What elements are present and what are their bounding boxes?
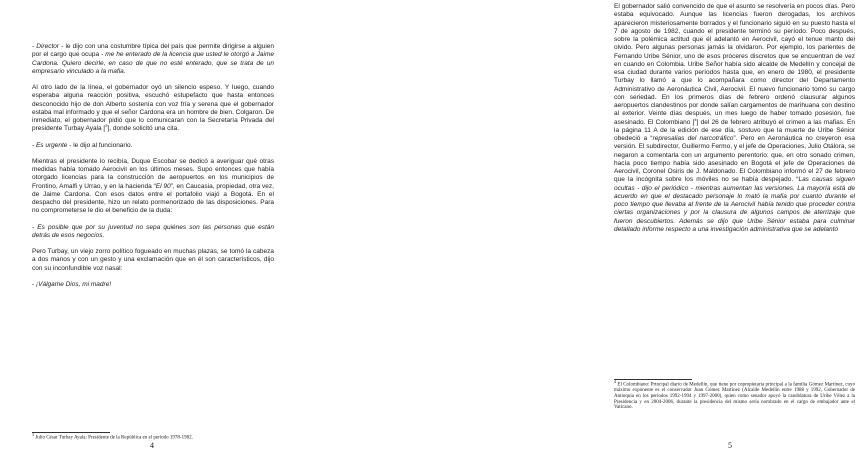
footnote-ref: 4 [694,116,697,122]
page-number-right: 5 [728,441,732,450]
right-footnote [614,379,855,411]
page-number-left: 4 [150,441,154,450]
paragraph [32,248,274,273]
text-run: Pero Turbay, un viejo zorro político fogueado en muchas plazas, se tomó la cabeza a dos manos y con un gesto y una exclamación que en él son característicos, dijo con su inconfundible voz nasal: [32,248,274,272]
paragraph [32,158,274,216]
text-run: le dijo con una costumbre típica del país que permite dirigirse a alguien por el cargo que ocupa - [32,43,275,59]
left-page [0,0,300,450]
footnote-text: El Colombiano: Principal diario de Medellín, que tiene por copropietaria principal a la familia Gómez Martínez, cuyo máximo exponente es el conservador Juan Gómez Martínez (Alcalde Medellín entre 1988 y 1992, Gobernador de Antioquia en los períodos 1992-1994 y 1997-2000), quien como senador apoyó la candidatura de Uribe Vélez a la Presidencia y en 2004-2006, durante la presidencia del mismo sería nombrado en el cargo de embajador ante el Vaticano. [614,382,855,411]
footnote-marker: 4 [614,379,616,384]
text-run: ] del 26 de febrero atribuyó el crimen a las mafias. En la página 11 A de la edición de ese día, sostuvo que la muerte de Uribe Sénior obedeció a “ [614,118,855,142]
text-run: El gobernador salió convencido de que el asunto se resolvería en pocos días. Pero estaba equivocado. Aunque las licencias fueron derogadas, los archivos aparecieron misteriosamente borrados y el funcionario siguió en su puesto hasta el 7 de agosto de 1982, cuando el presidente terminó su período. Poco después, sobre la polémica actitud que él adelantó en Aerocivil, cayó el tenue manto del olvido. Pero algunas personas jamás la olvidaron. Por ejemplo, los parientes de Fernando Uribe Sénior, uno de esos próceres discretos que se encuentran de vez en cuando en Colombia. Uribe Señor había sido alcalde de Medellín y concejal de esa ciudad durante varios períodos hasta que, en enero de 1980, el presidente Turbay lo llamó a que lo acompañara como director del Departamento Administrativo de Aeronáutica Civil, Aerocivil. El nuevo funcionario tomó su cargo con seriedad. En los primeros días de febrero ordenó clausurar algunos aeropuertos clandestinos por donde salían cargamentos de marihuana con destino al exterior. Veinte días después, un mes luego de haber tomado posesión, fue asesinado. El Colombiano [ [614,3,855,126]
text-run: ], donde solicitó una cita. [107,125,180,133]
text-run: Al otro lado de la línea, el gobernador oyó un silencio espeso. Y luego, cuando esperaba alguna reacción positiva, escuchó estupefacto que hasta entonces desconocido hijo de don Alberto sostenía con voz fría y serena que el gobernador estaba mal informado y que el señor Cardona era un hombre de bien. Colgaron. De inmediato, el gobernador pidió que lo comunicaran con la Secretaría Privada del presidente Turbay Ayala [ [32,84,274,133]
italic-text: ¡Válgame Dios, mi madre! [35,280,112,288]
footnote-ref: 3 [105,123,108,129]
italic-text: Las causas siguen ocultas - dijo el periódico - mientras aumentan las versiones. La mayoría está de acuerdo en que el destacado personaje lo mató la mafia por cuanto durante el poco tiempo que llevaba al frente de la Aerocivil había tenido que proceder contra ciertas organizaciones y por la clausura de algunos campos de aterrizaje que fueron descubiertos. Además se dijo que Uribe Sénior estaba para culminar detallado informe respecto a una investigación administrativa que se adelantó [614,176,855,233]
italic-text: me he enterado de la licencia que usted le otorgó a Jaime Cardona. Quiero decirle, en caso de que no esté enterado, que se trata de un empresario vinculado a la mafia. [32,51,274,75]
paragraph [32,43,274,76]
left-body-text [32,43,274,289]
italic-text: represalias del narcotráfico [652,135,734,142]
right-footnote-rule [614,379,692,380]
footnote-text: Julio César Turbay Ayala: Presidente de la República en el período 1978-1982. [35,435,193,441]
text-run: - [32,280,36,288]
text-run: ”. Pero en Aeronáutica no creyeron esa versión. El subdirector, Guillermo Fermo, y el jefe de Operaciones, Julio Otálora, se negaron a comentarla con un argumento perentorio: que, en otro sonado crimen, hacía poco tiempo había sido asesinado en Bogotá el jefe de Operaciones de Aerocivil, Coronel Osiris de J. Maldonado. El Colombiano informó el 27 de febrero que la incógnita sobre los móviles no se había despejado. “ [614,135,855,184]
text-run: Mientras el presidente lo recibía, Duque Escobar se dedicó a averiguar qué otras medidas había tomado Aerocivil en los últimos meses. Supo entonces que había otorgado licencias para la construcción de aeropuertos en los municipios de Frontino, Amalfi y Urrao, y en la hacienda “ [32,157,274,190]
paragraph [32,84,274,134]
right-page [300,0,855,450]
paragraph [614,3,855,234]
text-run: - le dijo al funcionario. [67,141,133,149]
footnote-marker: 3 [32,432,34,437]
italic-text: - Es posible que por su juventud no sepa quiénes son las personas que están detrás de esos negocios. [32,223,274,239]
paragraph [32,224,274,241]
text-run: ”, en Caucasia, propiedad, otra vez, de Jaime Cardona. Con esos datos entre el portafolio viajó a Bogotá. En el despacho del presidente, hizo un relato pormenorizado de las disposiciones. Para no comprometerse le dio el beneficio de la duda: [32,182,274,215]
paragraph [32,281,274,289]
left-footnote-rule [32,432,110,433]
right-body-text [614,3,855,234]
paragraph [32,142,274,150]
italic-text: - Es urgente [32,141,68,149]
italic-text: - Director - [32,43,66,50]
italic-text: El 90 [155,182,171,190]
